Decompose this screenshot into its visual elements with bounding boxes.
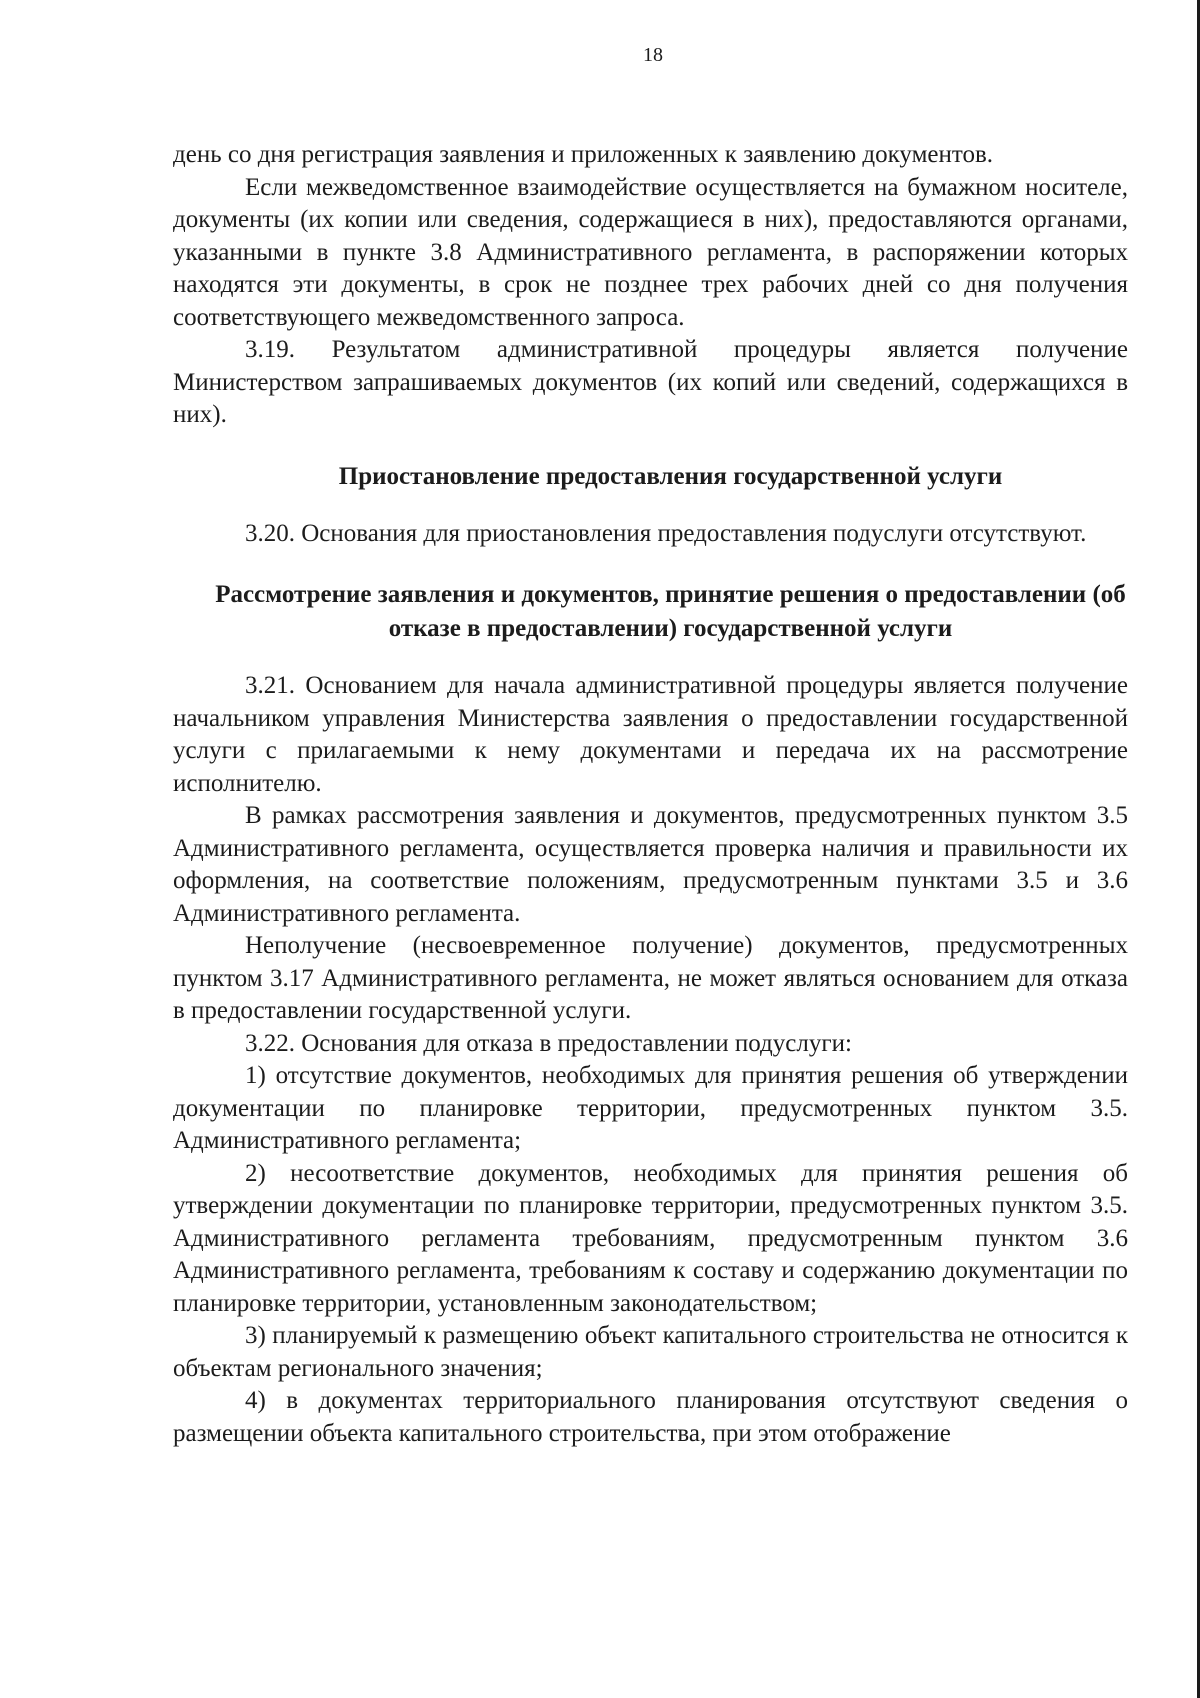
section-heading-review-decision: Рассмотрение заявления и документов, принятие решения о предоставлении (об отказе в предоставлении) государственной услуги: [215, 581, 1126, 642]
list-item-refusal-3: 3) планируемый к размещению объект капитального строительства не относится к объектам регионального значения;: [173, 1322, 1128, 1382]
paragraph-interagency-paper: Если межведомственное взаимодействие осуществляется на бумажном носителе, документы (их копии или сведения, содержащиеся в них), предоставляются органами, указанными в пункте 3.8 Административного регламента, в распоряжении которых находятся эти документы, в срок не позднее трех рабочих дней со дня получения соответствующего межведомственного запроса.: [173, 173, 1128, 331]
document-body: [173, 139, 1128, 1450]
spacer: [173, 432, 1128, 460]
spacer: [173, 494, 1128, 518]
paragraph-3-20: 3.20. Основания для приостановления предоставления подуслуги отсутствуют.: [245, 519, 1087, 547]
paragraph-review-scope: В рамках рассмотрения заявления и документов, предусмотренных пунктом 3.5 Административного регламента, осуществляется проверка наличия и правильности их оформления, на соответствие положениям, предусмотренным пунктами 3.5 и 3.6 Административного регламента.: [173, 802, 1128, 927]
list-item-refusal-2: 2) несоответствие документов, необходимых для принятия решения об утверждении документации по планировке территории, предусмотренных пунктом 3.5. Административного регламента требованиям, предусмотренным пунктом 3.6 Административного регламента, требованиям к составу и содержанию документации по планировке территории, установленным законодательством;: [173, 1159, 1128, 1317]
spacer: [173, 646, 1128, 670]
paragraph-3-22: 3.22. Основания для отказа в предоставлении подуслуги:: [245, 1029, 852, 1057]
paragraph-continuation: день со дня регистрация заявления и приложенных к заявлению документов.: [173, 141, 994, 168]
paragraph-3-21: 3.21. Основанием для начала административной процедуры является получение начальником управления Министерства заявления о предоставлении государственной услуги с прилагаемыми к нему документами и передача их на рассмотрение исполнителю.: [173, 672, 1128, 797]
paragraph-3-19: 3.19. Результатом административной процедуры является получение Министерством запрашиваемых документов (их копий или сведений, содержащихся в них).: [173, 336, 1128, 428]
list-item-refusal-1: 1) отсутствие документов, необходимых для принятия решения об утверждении документации по планировке территории, предусмотренных пунктом 3.5. Административного регламента;: [173, 1062, 1128, 1154]
section-heading-suspension: Приостановление предоставления государственной услуги: [338, 462, 1003, 490]
spacer: [173, 550, 1128, 578]
list-item-refusal-4: 4) в документах территориального планирования отсутствуют сведения о размещении объекта капитального строительства, при этом отображение: [173, 1387, 1128, 1447]
paragraph-non-receipt: Неполучение (несвоевременное получение) документов, предусмотренных пунктом 3.17 Административного регламента, не может являться основанием для отказа в предоставлении государственной услуги.: [173, 932, 1128, 1024]
page-number: 18: [643, 44, 663, 66]
